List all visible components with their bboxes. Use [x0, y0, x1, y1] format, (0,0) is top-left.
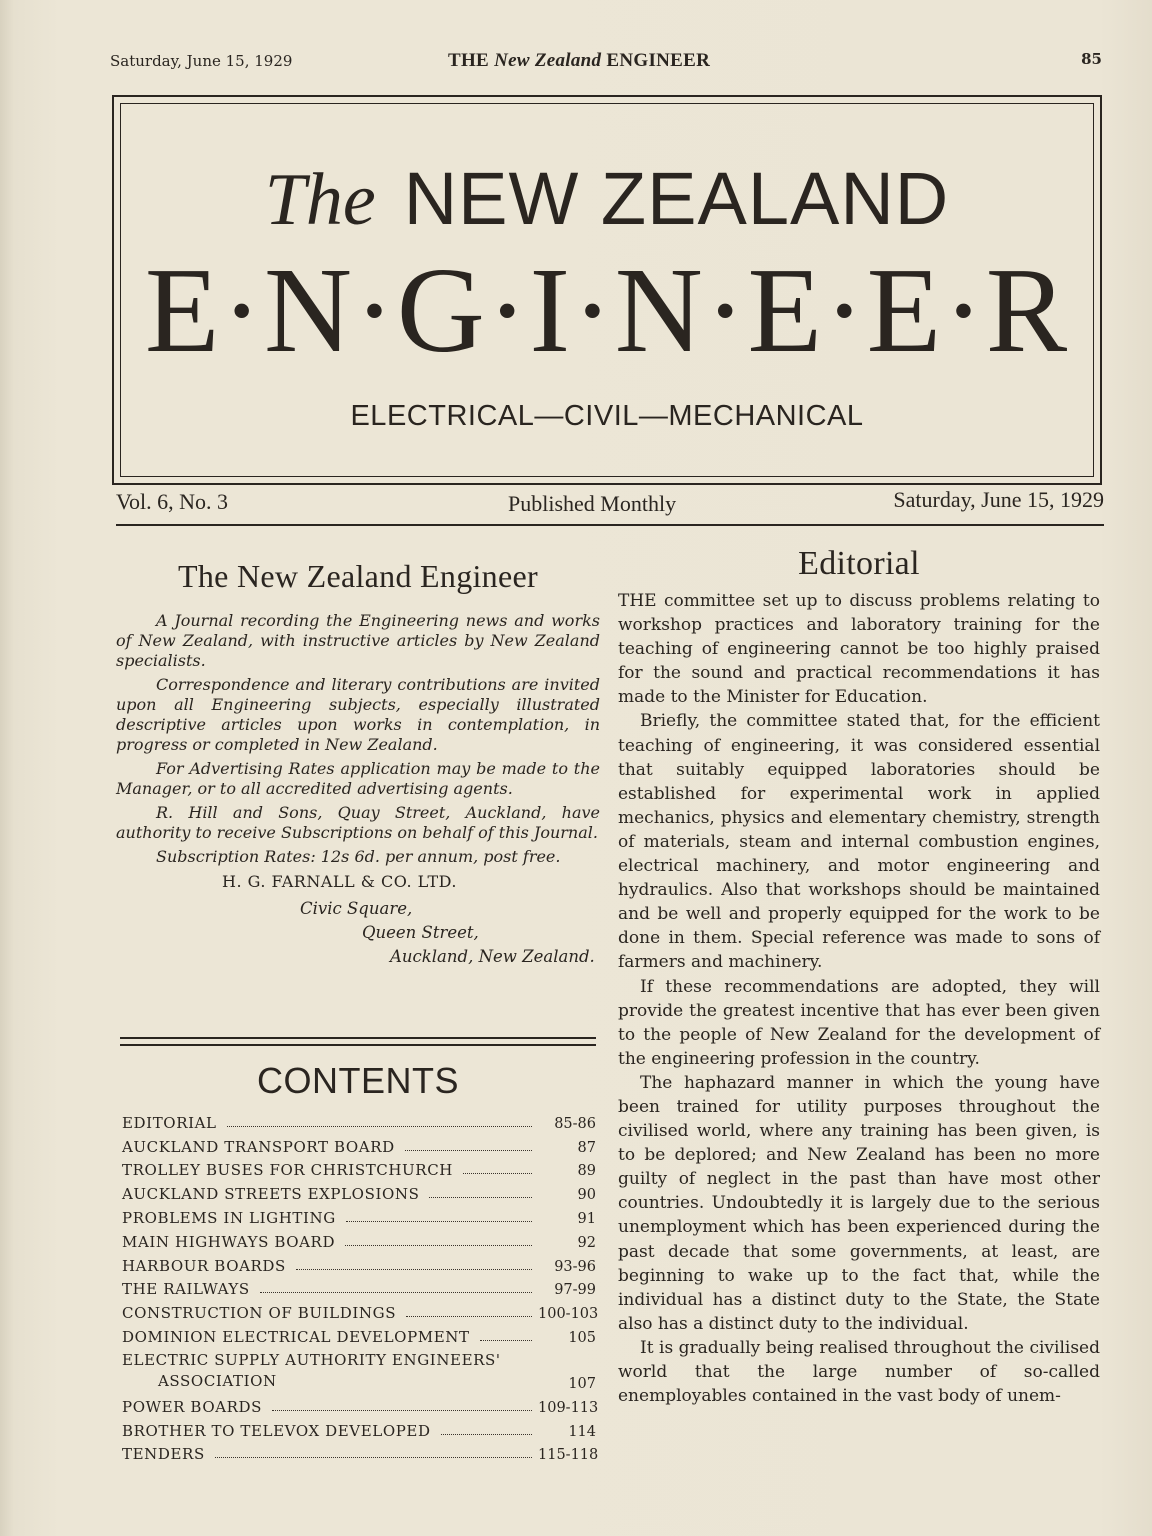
contents-heading: CONTENTS	[257, 1060, 459, 1101]
masthead-engineer: E·N·G·I·N·E·E·R	[144, 243, 1070, 378]
toc-item[interactable]: DOMINION ELECTRICAL DEVELOPMENT 105	[122, 1327, 596, 1346]
editorial-paragraph-3: If these recommendations are adopted, they will provide the greatest incentive that has ever been given to the people of New Zealand for the development of the engineering profession in the country.	[618, 976, 1100, 1069]
about-column	[116, 540, 600, 969]
toc-item[interactable]: TENDERS 115-118	[122, 1445, 599, 1464]
page-number: 85	[1081, 50, 1102, 68]
issue-volume: Vol. 6, No. 3	[116, 489, 229, 514]
about-paragraph-4: R. Hill and Sons, Quay Street, Auckland, have authority to receive Subscriptions on behalf of this Journal.	[116, 803, 600, 842]
address-line-2: Queen Street,	[362, 923, 479, 942]
issue-rule	[116, 524, 1104, 526]
masthead-subtitle: ELECTRICAL—CIVIL—MECHANICAL	[350, 400, 864, 432]
running-head-date: Saturday, June 15, 1929	[110, 52, 293, 70]
subscription-rates: Subscription Rates: 12s 6d. per annum, post free.	[156, 847, 561, 866]
editorial-title: Editorial	[798, 545, 920, 582]
toc-item[interactable]: CONSTRUCTION OF BUILDINGS 100-103	[122, 1304, 599, 1323]
toc-item[interactable]: HARBOUR BOARDS 93-96	[122, 1256, 596, 1275]
editorial-column	[618, 545, 1100, 1408]
running-head	[110, 52, 1102, 76]
toc-item[interactable]: THE RAILWAYS 97-99	[122, 1280, 596, 1299]
editorial-paragraph-1: THE committee set up to discuss problems relating to workshop practices and laboratory training for the teaching of engineering cannot be too highly praised for the sound and practical recommendations it has made to the Minister for Education.	[618, 591, 1100, 708]
editorial-paragraph-5: It is gradually being realised throughout the civilised world that the large number of so-called enemployables contained in the vast body of unem-	[618, 1337, 1100, 1407]
toc-item[interactable]: EDITORIAL 85-86	[122, 1113, 596, 1132]
publisher-name: H. G. FARNALL & CO. LTD.	[222, 872, 457, 891]
masthead	[112, 95, 1102, 485]
about-paragraph-3: For Advertising Rates application may be made to the Manager, or to all accredited advertising agents.	[116, 759, 600, 798]
toc-item[interactable]: TROLLEY BUSES FOR CHRISTCHURCH 89	[122, 1161, 596, 1180]
masthead-inner-border	[120, 103, 1094, 477]
contents-double-rule	[120, 1037, 596, 1046]
toc-item[interactable]: PROBLEMS IN LIGHTING 91	[122, 1208, 596, 1227]
editorial-paragraph-2: Briefly, the committee stated that, for the efficient teaching of engineering, it was considered essential that suitably equipped laboratories should be established for experimental work in applied mechanics, physics and elementary chemistry, strength of materials, steam and internal combustion engines, electrical machinery, and motor engineering and hydraulics. Also that workshops should be maintained and be well and properly equipped for the work to be done in them. Special reference was made to sons of farmers and machinery.	[618, 711, 1100, 973]
issue-date: Saturday, June 15, 1929	[893, 487, 1104, 512]
running-head-title: THE New Zealand ENGINEER	[448, 50, 711, 71]
address-line-3: Auckland, New Zealand.	[390, 947, 595, 966]
toc-item[interactable]: MAIN HIGHWAYS BOARD 92	[122, 1232, 596, 1251]
issue-line	[116, 489, 1104, 521]
about-title: The New Zealand Engineer	[178, 558, 538, 594]
publisher-address	[116, 897, 600, 969]
toc-item[interactable]: ELECTRIC SUPPLY AUTHORITY ENGINEERS' ASSOCIATION 107	[122, 1350, 596, 1392]
about-paragraph-2: Correspondence and literary contributions are invited upon all Engineering subjects, especially illustrated descriptive articles upon works in contemplation, in progress or completed in New Zealand.	[116, 675, 600, 754]
contents-list	[122, 1108, 599, 1464]
about-paragraph-1: A Journal recording the Engineering news and works of New Zealand, with instructive articles by New Zealand specialists.	[116, 611, 600, 670]
masthead-the: The	[264, 159, 376, 241]
toc-item[interactable]: POWER BOARDS 109-113	[122, 1397, 599, 1416]
masthead-new-zealand: NEW ZEALAND	[403, 157, 950, 240]
editorial-paragraph-4: The haphazard manner in which the young have been trained for utility purposes throughout the civilised world, where any training has been given, is to be deplored; and New Zealand has been no more guilty of neglect in the past than have most other countries. Undoubtedly it is largely due to the serious unemployment which has been experienced during the past decade that some governments, at least, are beginning to wake up to the fact that, while the individual has a distinct duty to the State, the State also has a distinct duty to the individual.	[618, 1072, 1100, 1334]
issue-frequency: Published Monthly	[508, 491, 677, 516]
toc-item[interactable]: AUCKLAND STREETS EXPLOSIONS 90	[122, 1185, 596, 1204]
toc-item[interactable]: BROTHER TO TELEVOX DEVELOPED 114	[122, 1421, 596, 1440]
toc-item[interactable]: AUCKLAND TRANSPORT BOARD 87	[122, 1137, 596, 1156]
address-line-1: Civic Square,	[300, 899, 413, 918]
masthead-line-1	[121, 156, 1093, 243]
